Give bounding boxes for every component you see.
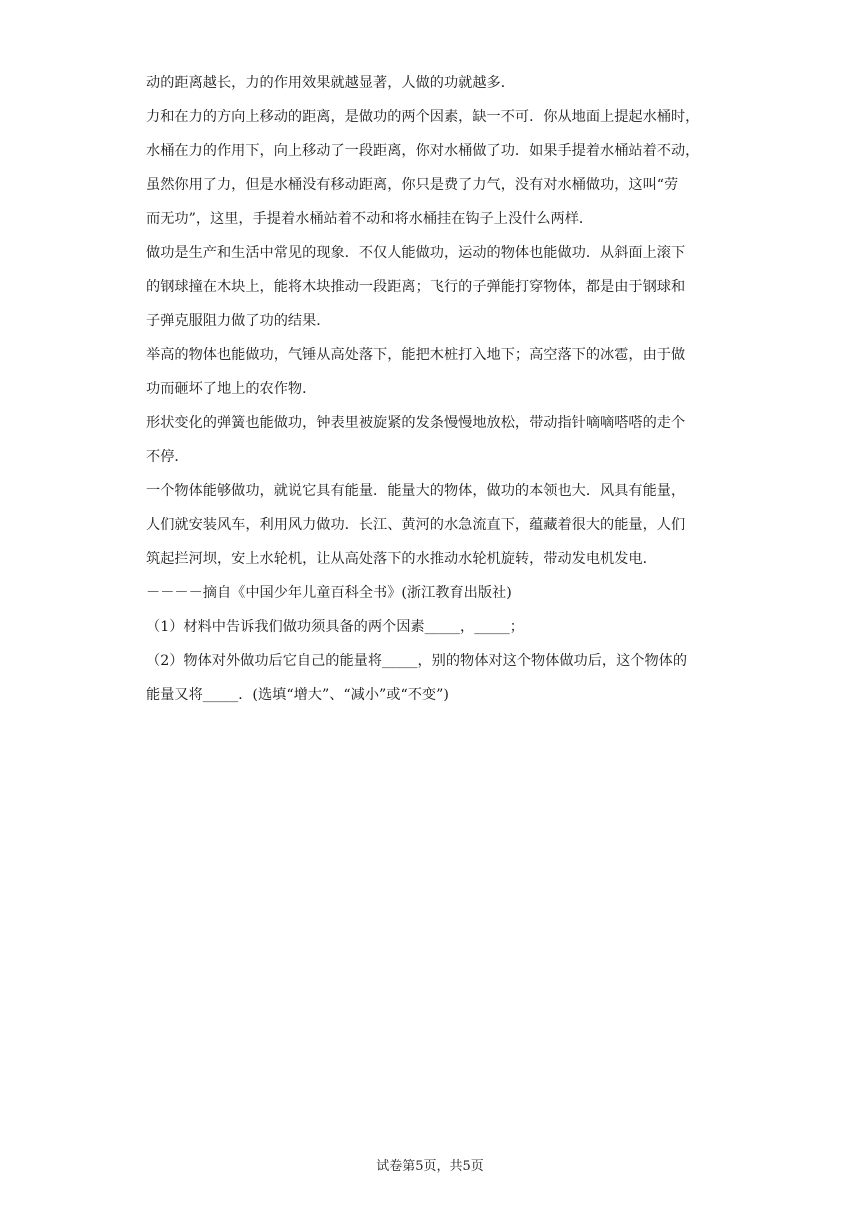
passage-line: 形状变化的弹簧也能做功，钟表里被旋紧的发条慢慢地放松，带动指针嘀嘀嗒嗒的走个: [146, 415, 686, 431]
passage-line: 而无功”，这里，手提着水桶站着不动和将水桶挂在钩子上没什么两样．: [146, 211, 594, 227]
passage-line: 的钢球撞在木块上，能将木块推动一段距离；飞行的子弹能打穿物体，都是由于钢球和: [146, 279, 686, 295]
passage-line: 力和在力的方向上移动的距离，是做功的两个因素，缺一不可．你从地面上提起水桶时，: [146, 109, 700, 125]
passage-line: 动的距离越长，力的作用效果就越显著，人做的功就越多．: [146, 75, 515, 91]
passage-line: 子弹克服阻力做了功的结果．: [146, 313, 331, 329]
passage-line: 不停．: [146, 449, 189, 465]
passage-line: 人们就安装风车，利用风力做功．长江、黄河的水急流直下，蕴藏着很大的能量，人们: [146, 517, 686, 533]
passage-line: 筑起拦河坝，安上水轮机，让从高处落下的水推动水轮机旋转，带动发电机发电．: [146, 551, 657, 567]
page-footer: 试卷第5页，共5页: [376, 1159, 484, 1174]
passage-line: 一个物体能够做功，就说它具有能量．能量大的物体，做功的本领也大．风具有能量，: [146, 483, 686, 499]
passage-line: 举高的物体也能做功，气锤从高处落下，能把木桩打入地下；高空落下的冰雹，由于做: [146, 347, 686, 363]
passage-line: 虽然你用了力，但是水桶没有移动距离，你只是费了力气，没有对水桶做功，这叫“劳: [146, 177, 679, 193]
question-2: （2）物体对外做功后它自己的能量将_____，别的物体对这个物体做功后，这个物体的: [146, 653, 688, 669]
passage-line: 水桶在力的作用下，向上移动了一段距离，你对水桶做了功．如果手提着水桶站着不动，: [146, 143, 700, 159]
passage-line: 功而砸坏了地上的农作物．: [146, 381, 317, 397]
question-2-continued: 能量又将_____．(选填“增大”、“减小”或“不变”): [146, 687, 449, 703]
source-citation: －－－－摘自《中国少年儿童百科全书》(浙江教育出版社): [146, 585, 512, 601]
question-1: （1）材料中告诉我们做功须具备的两个因素_____，_____；: [146, 619, 524, 635]
passage-body: [146, 66, 716, 712]
passage-line: 做功是生产和生活中常见的现象．不仅人能做功，运动的物体也能做功．从斜面上滚下: [146, 245, 686, 261]
